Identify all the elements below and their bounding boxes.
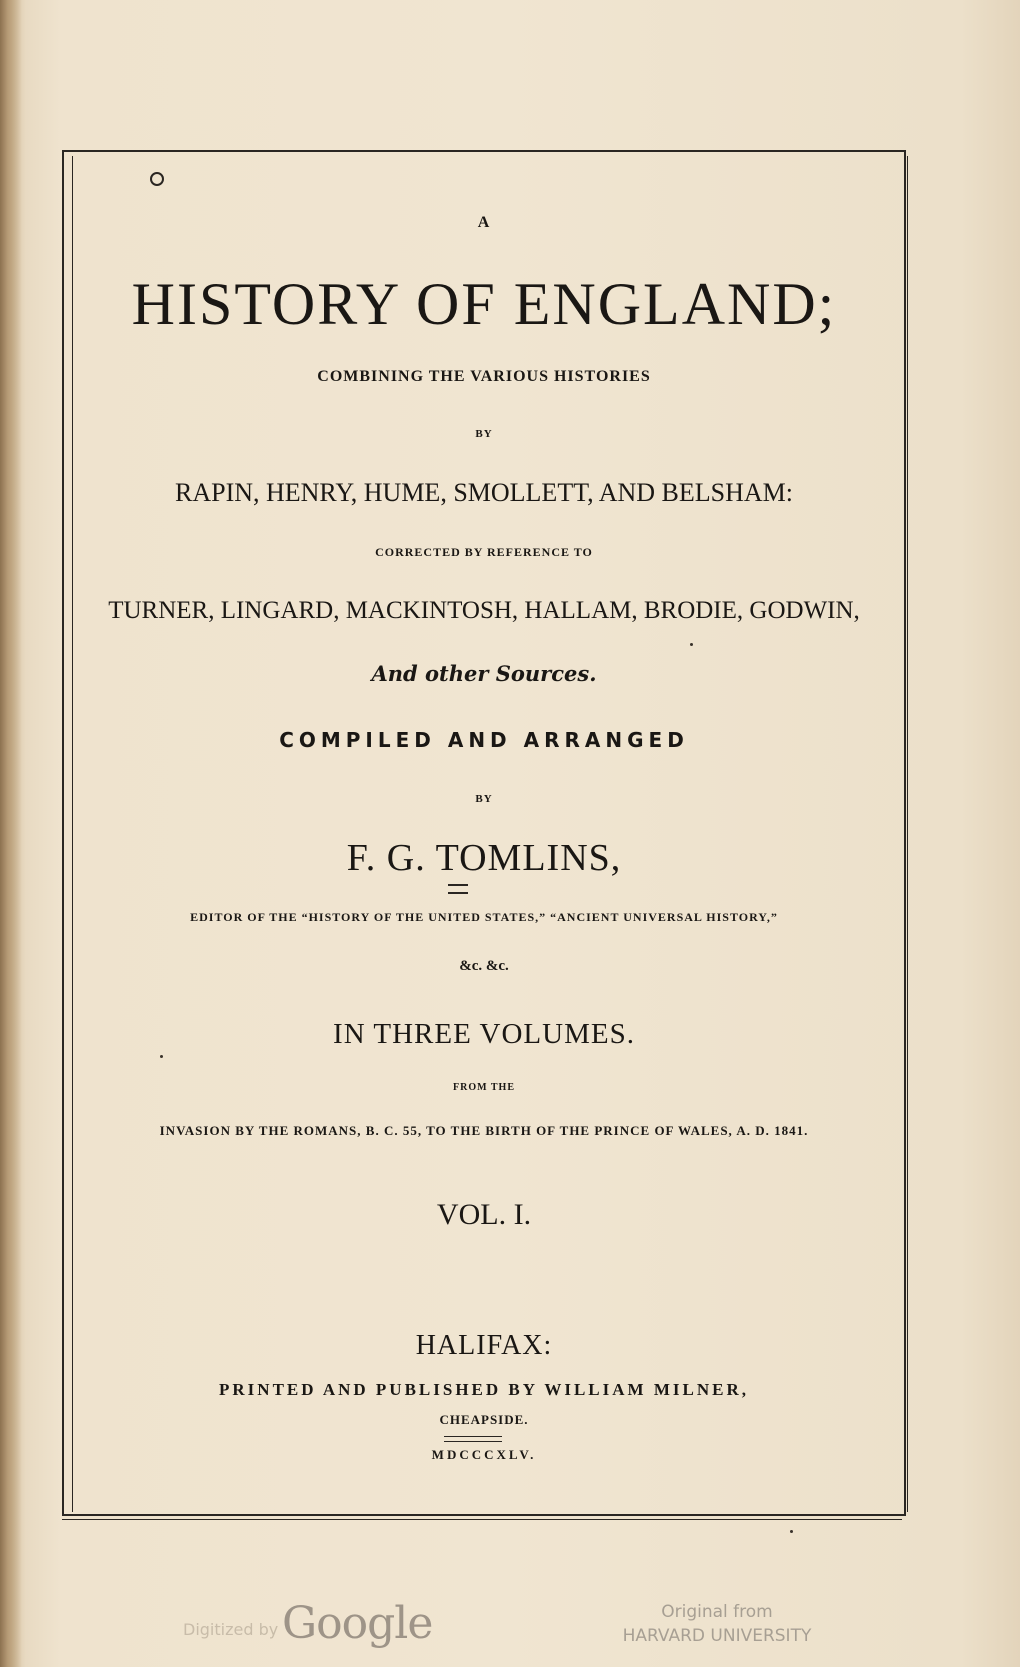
imprint-rule [444, 1436, 502, 1442]
original-from-label: Original from [661, 1602, 773, 1622]
title-border-inner [72, 156, 908, 1512]
other-sources-line: And other Sources. [371, 661, 597, 686]
title-article: A [477, 214, 491, 231]
volume-number: VOL. I. [436, 1198, 532, 1231]
street-line: CHEAPSIDE. [439, 1412, 529, 1427]
from-the-line: FROM THE [453, 1082, 515, 1093]
title-border-bottom-rule [62, 1519, 902, 1520]
google-logo: Google [282, 1598, 433, 1649]
volumes-line: IN THREE VOLUMES. [333, 1018, 635, 1050]
original-from-block [612, 1600, 822, 1648]
imprint-year: MDCCCXLV. [431, 1447, 537, 1462]
references-line: TURNER, LINGARD, MACKINTOSH, HALLAM, BRODIE, GODWIN, [108, 597, 860, 624]
institution-name: HARVARD UNIVERSITY [622, 1626, 812, 1646]
digitized-by-label: Digitized by [183, 1620, 279, 1639]
corrected-line: CORRECTED BY REFERENCE TO [375, 545, 593, 559]
authors-line: RAPIN, HENRY, HUME, SMOLLETT, AND BELSHAM: [174, 478, 794, 507]
span-line: INVASION BY THE ROMANS, B. C. 55, TO THE BIRTH OF THE PRINCE OF WALES, A. D. 1841. [159, 1123, 809, 1138]
publisher-line: PRINTED AND PUBLISHED BY WILLIAM MILNER, [219, 1380, 749, 1399]
speck [790, 1530, 793, 1533]
speck [160, 1055, 163, 1058]
editor-line: EDITOR OF THE “HISTORY OF THE UNITED STATES,” “ANCIENT UNIVERSAL HISTORY,” [190, 910, 778, 924]
compiled-line: COMPILED AND ARRANGED [279, 728, 689, 752]
speck [690, 643, 693, 646]
by-line-2: BY [475, 793, 493, 805]
by-line-1: BY [475, 428, 493, 440]
page-title: HISTORY OF ENGLAND; [131, 271, 837, 337]
spine-shadow [0, 0, 22, 1667]
imprint-place: HALIFAX: [415, 1330, 553, 1361]
circle-mark-icon [150, 172, 164, 186]
compiler-name: F. G. TOMLINS, [346, 837, 622, 879]
double-dash-ornament [448, 884, 468, 894]
combining-line: COMBINING THE VARIOUS HISTORIES [317, 368, 651, 385]
etc-line: &c. &c. [459, 958, 509, 974]
